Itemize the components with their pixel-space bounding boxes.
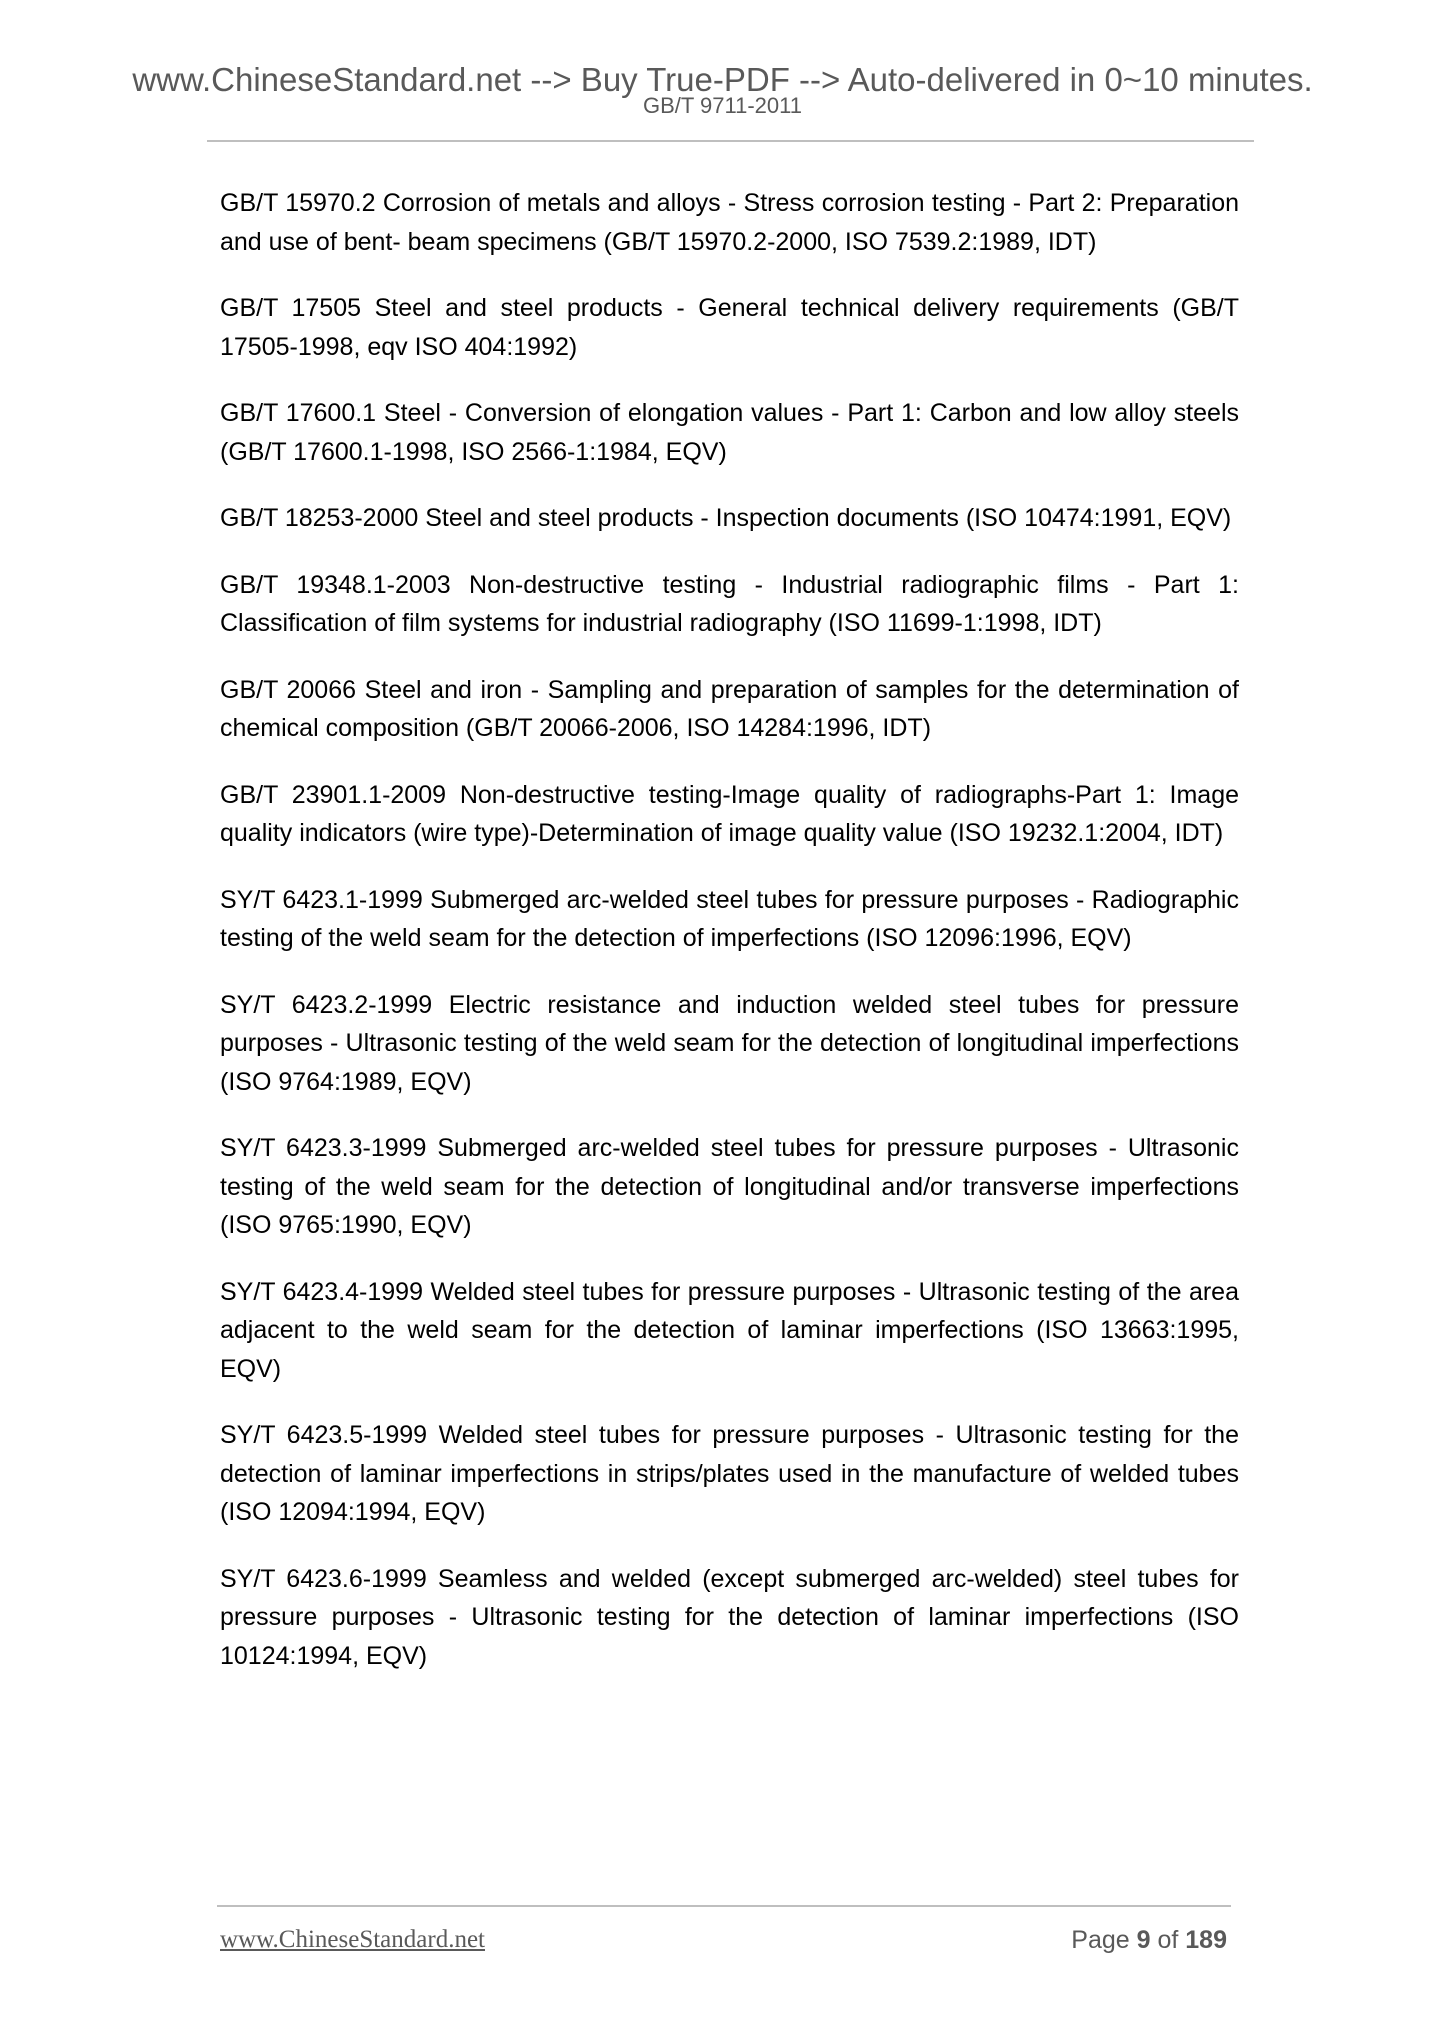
reference-item: GB/T 19348.1-2003 Non-destructive testing - Industrial radiographic films - Part 1: Classification of film systems for industrial radiography (ISO 11699-1:1998, IDT) [220, 570, 1239, 637]
reference-item: SY/T 6423.4-1999 Welded steel tubes for pressure purposes - Ultrasonic testing of the area adjacent to the weld seam for the detection of laminar imperfections (ISO 13663:1995, EQV) [220, 1277, 1239, 1383]
header-banner: www.ChineseStandard.net --> Buy True-PDF --> Auto-delivered in 0~10 minutes. [132, 61, 1313, 98]
normative-references-list [220, 184, 1239, 1703]
reference-item: SY/T 6423.6-1999 Seamless and welded (except submerged arc-welded) steel tubes for pressure purposes - Ultrasonic testing for the detection of laminar imperfections (ISO 10124:1994, EQV) [220, 1564, 1239, 1670]
reference-item: GB/T 17600.1 Steel - Conversion of elongation values - Part 1: Carbon and low alloy steels (GB/T 17600.1-1998, ISO 2566-1:1984, EQV) [220, 399, 1239, 466]
reference-item: GB/T 17505 Steel and steel products - General technical delivery requirements (GB/T 17505-1998, eqv ISO 404:1992) [220, 294, 1239, 361]
page-number: 9 [1136, 1926, 1151, 1954]
footer-site-link[interactable]: www.ChineseStandard.net [220, 1926, 485, 1953]
page-prefix: Page [1071, 1926, 1130, 1954]
reference-item: GB/T 18253-2000 Steel and steel products - Inspection documents (ISO 10474:1991, EQV) [220, 504, 1232, 532]
reference-item: GB/T 23901.1-2009 Non-destructive testing-Image quality of radiographs-Part 1: Image quality indicators (wire type)-Determination of image quality value (ISO 19232.1:2004, IDT) [220, 780, 1239, 847]
footer-divider [217, 1905, 1231, 1907]
page-total: 189 [1185, 1926, 1227, 1954]
reference-item: GB/T 15970.2 Corrosion of metals and alloys - Stress corrosion testing - Part 2: Preparation and use of bent- beam specimens (GB/T 15970.2-2000, ISO 7539.2:1989, IDT) [220, 189, 1239, 256]
reference-item: SY/T 6423.1-1999 Submerged arc-welded steel tubes for pressure purposes - Radiographic testing of the weld seam for the detection of imperfections (ISO 12096:1996, EQV) [220, 885, 1239, 952]
reference-item: SY/T 6423.2-1999 Electric resistance and induction welded steel tubes for pressure purposes - Ultrasonic testing of the weld seam for the detection of longitudinal imperfections (ISO 9764:1989, EQV) [220, 990, 1239, 1096]
page-of: of [1157, 1926, 1179, 1954]
reference-item: GB/T 20066 Steel and iron - Sampling and preparation of samples for the determination of chemical composition (GB/T 20066-2006, ISO 14284:1996, IDT) [220, 675, 1239, 742]
reference-item: SY/T 6423.5-1999 Welded steel tubes for pressure purposes - Ultrasonic testing for the detection of laminar imperfections in strips/plates used in the manufacture of welded tubes (ISO 12094:1994, EQV) [220, 1421, 1239, 1526]
page-indicator [1071, 1924, 1227, 1956]
document-code: GB/T 9711-2011 [643, 93, 802, 118]
reference-item: SY/T 6423.3-1999 Submerged arc-welded steel tubes for pressure purposes - Ultrasonic testing of the weld seam for the detection of longitudinal and/or transverse imperfections (ISO 9765:1990, EQV) [220, 1134, 1239, 1239]
header-divider [207, 140, 1254, 142]
